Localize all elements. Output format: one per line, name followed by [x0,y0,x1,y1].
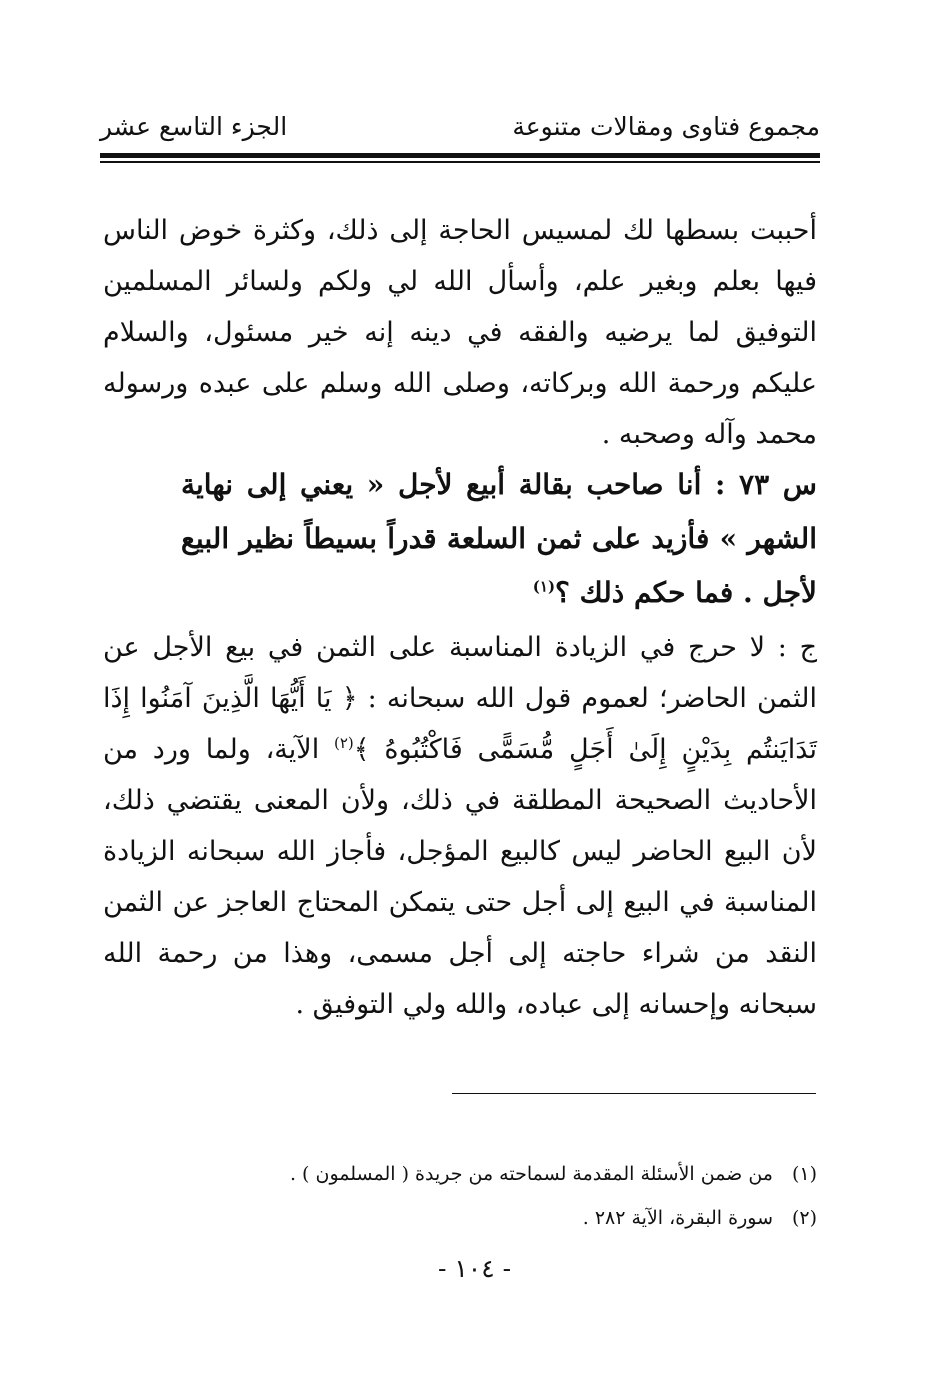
page-number: - ١٠٤ - [437,1254,512,1283]
volume-label: الجزء التاسع عشر [100,112,288,141]
footnote-text-1: من ضمن الأسئلة المقدمة لسماحته من جريدة ( المسلمون ) . [289,1163,773,1185]
footnote-separator [452,1093,816,1094]
closing-paragraph: أحببت بسطها لك لمسيس الحاجة إلى ذلك، وكثرة خوض الناس فيها بعلم وبغير علم، وأسأل الله لي ولكم ولسائر المسلمين التوفيق لما يرضيه والفقه في دينه إنه خير مسئول، والسلام عليكم ورحمة الله وبركاته، وصلى الله وسلم على عبده ورسوله محمد وآله وصحبه . [103,215,817,450]
header-rule-thick [100,153,820,158]
footnote-ref-1: (١) [532,577,556,596]
answer-intro: ج : لا حرج في الزيادة المناسبة على الثمن في بيع الأجل عن الثمن الحاضر؛ لعموم قول الله سبحانه : [103,632,817,714]
answer-rest: الآية، ولما ورد من الأحاديث الصحيحة المطلقة في ذلك، ولأن المعنى يقتضي ذلك، لأن البيع الحاضر ليس كالبيع المؤجل، فأجاز الله سبحانه الزيادة المناسبة في البيع إلى أجل حتى يتمكن المحتاج العاجز عن الثمن النقد من شراء حاجته إلى أجل مسمى، وهذا من رحمة الله سبحانه وإحسانه إلى عباده، والله ولي التوفيق . [103,734,817,1020]
quran-verse: ﴿ يَا أَيُّهَا الَّذِينَ آمَنُوا إِذَا تَدَايَنتُم بِدَيْنٍ إِلَىٰ أَجَلٍ مُّسَمًّى فَاكْتُبُوهُ ﴾ [103,683,817,765]
question-text: س ٧٣ : أنا صاحب بقالة أبيع لأجل « يعني إلى نهاية الشهر » فأزيد على ثمن السلعة قدراً بسيطاً نظير البيع لأجل . فما حكم ذلك ؟ [181,468,817,609]
book-title: مجموع فتاوى ومقالات متنوعة [512,112,820,141]
header-rule-thin [100,161,820,163]
footnote-mark-1: (١) [791,1163,817,1185]
footnote-ref-2: (٢) [334,734,354,752]
footnote-2 [103,1196,817,1240]
running-header [100,112,820,152]
footnotes [103,1152,817,1240]
footnote-1 [103,1152,817,1196]
answer-paragraph [103,622,817,1030]
footnote-mark-2: (٢) [791,1207,817,1229]
footnote-text-2: سورة البقرة، الآية ٢٨٢ . [582,1207,773,1229]
question-73 [181,458,817,620]
